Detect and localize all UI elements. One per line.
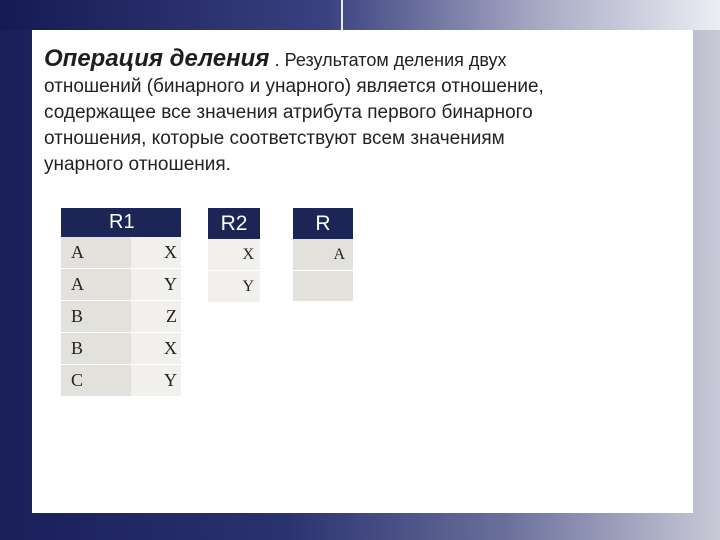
table-cell: X: [208, 239, 260, 271]
table-cell: C: [61, 365, 131, 397]
table-row: [208, 239, 260, 271]
table-r-title: R: [293, 208, 353, 239]
table-r2-title: R2: [208, 208, 260, 239]
table-cell: Y: [208, 271, 260, 303]
table-row: [61, 237, 181, 269]
table-r1-title: R1: [61, 208, 181, 237]
table-cell: X: [131, 333, 181, 365]
table-row: [208, 271, 260, 303]
definition-text: [44, 46, 674, 178]
slide-heading: Операция деления: [44, 45, 270, 72]
table-row: [293, 239, 353, 271]
definition-line: унарного отношения.: [44, 154, 231, 175]
definition-line: содержащее все значения атрибута первого бинарного: [44, 102, 533, 123]
table-row: [61, 269, 181, 301]
table-r-result: [293, 208, 353, 302]
table-cell: Y: [131, 365, 181, 397]
table-cell: B: [61, 301, 131, 333]
table-cell: A: [293, 239, 353, 271]
table-row-empty: [293, 271, 353, 302]
banner-divider: [341, 0, 343, 30]
definition-lead: . Результатом деления двух: [274, 50, 507, 70]
table-cell: A: [61, 269, 131, 301]
table-cell: X: [131, 237, 181, 269]
definition-line: отношения, которые соответствуют всем значениям: [44, 128, 505, 149]
table-cell-empty: [293, 271, 353, 302]
table-r1: [61, 208, 181, 397]
table-cell: Y: [131, 269, 181, 301]
table-cell: Z: [131, 301, 181, 333]
top-banner: [0, 0, 720, 30]
table-r2: [208, 208, 260, 303]
slide-content: [32, 30, 693, 513]
table-row: [61, 333, 181, 365]
definition-line: отношений (бинарного и унарного) является отношение,: [44, 76, 544, 97]
table-row: [61, 301, 181, 333]
table-cell: B: [61, 333, 131, 365]
table-cell: A: [61, 237, 131, 269]
table-row: [61, 365, 181, 397]
definition-first-line: [44, 46, 674, 74]
